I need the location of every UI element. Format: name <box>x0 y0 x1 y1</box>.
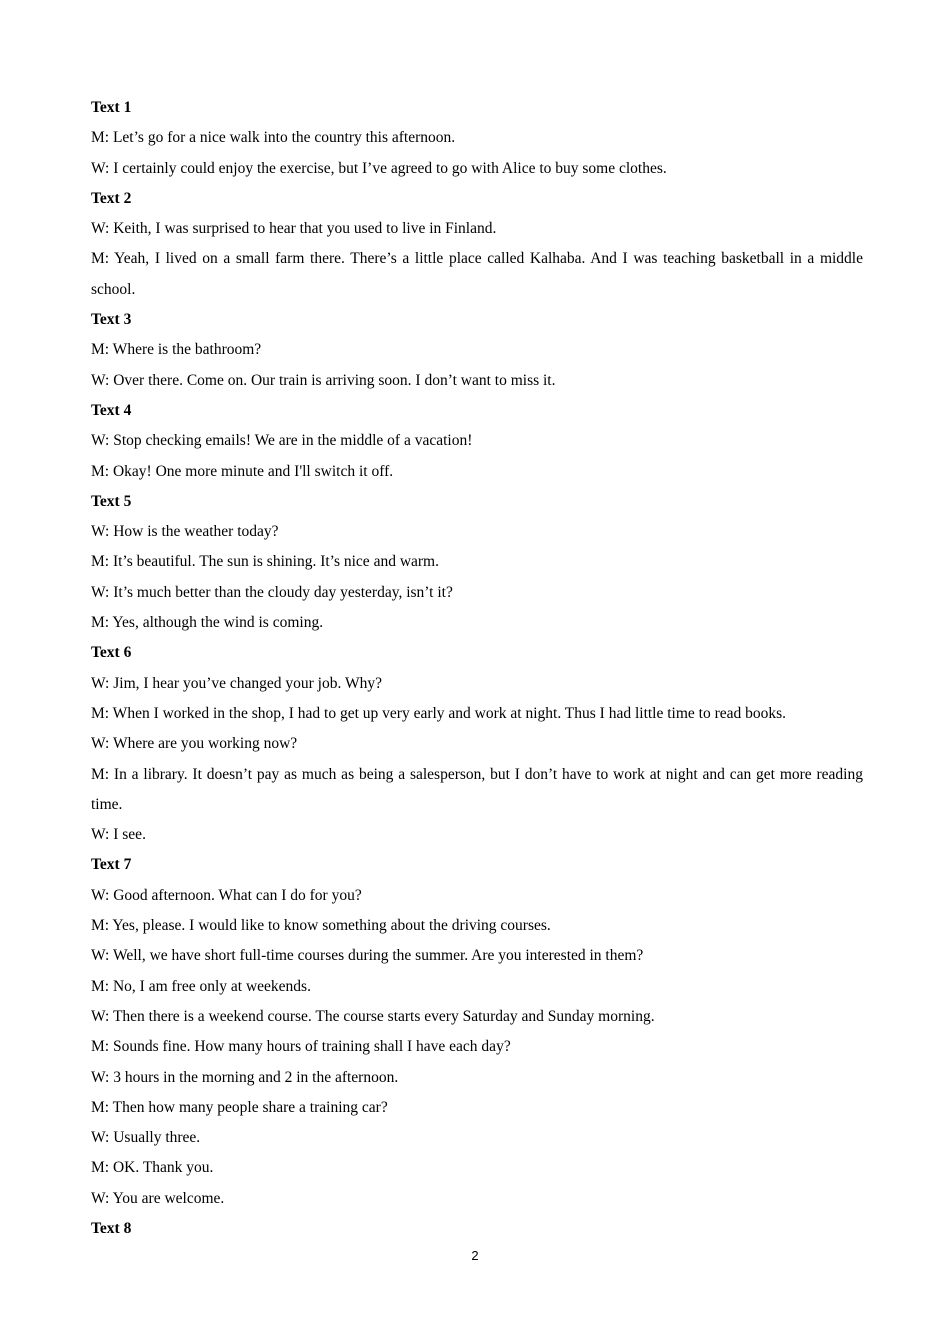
dialogue-line: M: Yeah, I lived on a small farm there. There’s a little place called Kalhaba. And I was teaching basketball in a middle school. <box>91 250 863 298</box>
dialogue-line: M: When I worked in the shop, I had to get up very early and work at night. Thus I had little time to read books. <box>91 704 787 722</box>
dialogue-line: M: No, I am free only at weekends. <box>91 977 311 995</box>
dialogue-line: M: Sounds fine. How many hours of training shall I have each day? <box>91 1038 511 1056</box>
section-heading: Text 1 <box>91 99 132 116</box>
dialogue-line: W: Well, we have short full-time courses during the summer. Are you interested in them? <box>91 947 644 965</box>
dialogue-line: W: It’s much better than the cloudy day yesterday, isn’t it? <box>91 583 453 601</box>
section-heading: Text 6 <box>91 644 132 662</box>
dialogue-line: W: Usually three. <box>91 1129 201 1147</box>
dialogue-line: W: Over there. Come on. Our train is arriving soon. I don’t want to miss it. <box>91 371 556 389</box>
dialogue-line: M: Then how many people share a training car? <box>91 1098 388 1116</box>
dialogue-line: M: It’s beautiful. The sun is shining. It’s nice and warm. <box>91 553 439 571</box>
section-heading: Text 7 <box>91 856 132 874</box>
section-heading: Text 2 <box>91 189 132 207</box>
dialogue-line: W: Good afternoon. What can I do for you? <box>91 886 362 904</box>
section-heading: Text 8 <box>91 1219 132 1237</box>
dialogue-line: W: I see. <box>91 826 146 844</box>
dialogue-line: M: Yes, please. I would like to know something about the driving courses. <box>91 917 551 935</box>
dialogue-line: M: Where is the bathroom? <box>91 341 262 359</box>
dialogue-line: W: I certainly could enjoy the exercise, but I’ve agreed to go with Alice to buy some clothes. <box>91 159 667 177</box>
section-heading: Text 5 <box>91 492 132 510</box>
dialogue-line: W: How is the weather today? <box>91 523 279 541</box>
dialogue-line: W: Jim, I hear you’ve changed your job. Why? <box>91 674 382 692</box>
dialogue-line: M: Let’s go for a nice walk into the country this afternoon. <box>91 129 456 147</box>
dialogue-line: W: Then there is a weekend course. The course starts every Saturday and Sunday morning. <box>91 1007 655 1025</box>
section-heading: Text 3 <box>91 311 132 329</box>
dialogue-line: W: Stop checking emails! We are in the middle of a vacation! <box>91 432 473 450</box>
dialogue-line: M: Okay! One more minute and I'll switch it off. <box>91 462 394 480</box>
dialogue-line: M: OK. Thank you. <box>91 1159 214 1177</box>
dialogue-line: M: Yes, although the wind is coming. <box>91 614 324 632</box>
dialogue-line: M: In a library. It doesn’t pay as much as being a salesperson, but I don’t have to work at night and can get more reading time. <box>91 765 863 813</box>
dialogue-line: W: You are welcome. <box>91 1189 225 1207</box>
dialogue-line: W: 3 hours in the morning and 2 in the afternoon. <box>91 1068 399 1086</box>
section-heading: Text 4 <box>91 401 132 419</box>
document-body <box>91 93 863 1244</box>
page-number: 2 <box>471 1248 479 1263</box>
dialogue-line: W: Where are you working now? <box>91 735 298 753</box>
dialogue-line: W: Keith, I was surprised to hear that you used to live in Finland. <box>91 220 497 238</box>
